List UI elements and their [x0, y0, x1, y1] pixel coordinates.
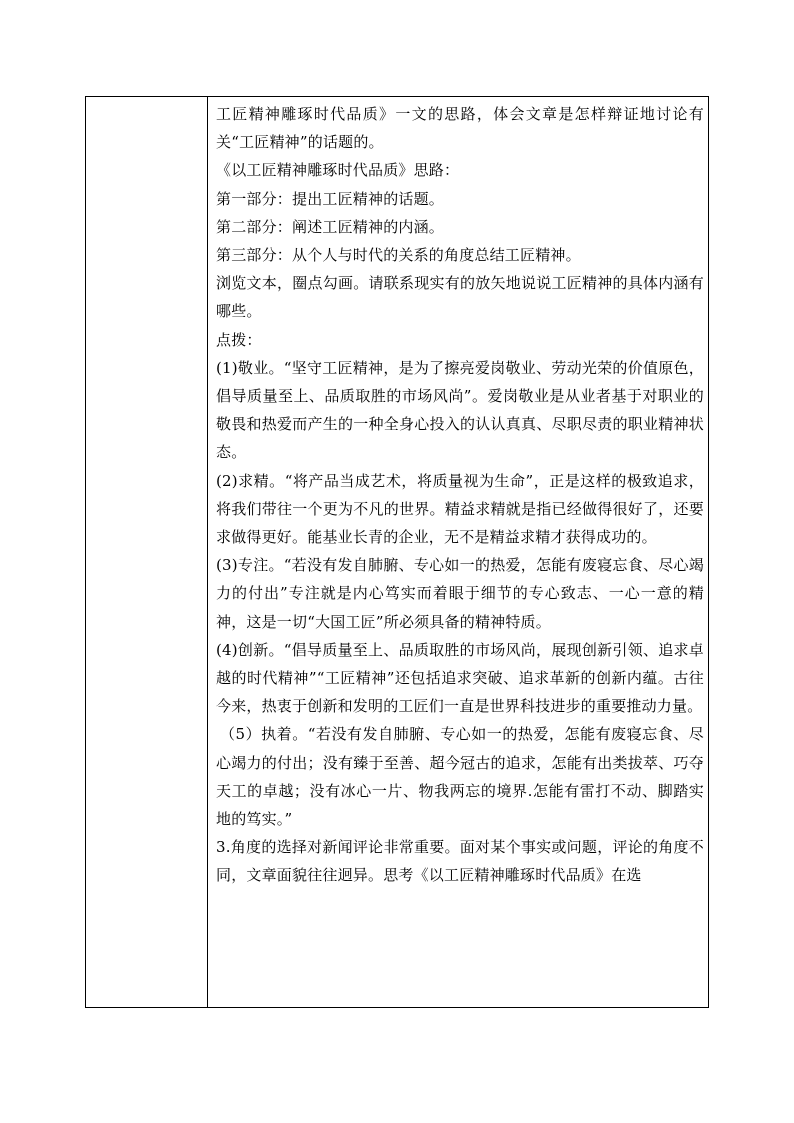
text-paragraph: 3.角度的选择对新闻评论非常重要。面对某个事实或问题，评论的角度不同，文章面貌往往迥异。思考《以工匠精神雕琢时代品质》在选: [216, 838, 704, 885]
text-paragraph: (4)创新。“倡导质量至上、品质取胜的市场风尚，展现创新引领、追求卓越的时代精神”“工匠精神”还包括追求突破、追求革新的创新内蕴。古往今来，热衷于创新和发明的工匠们一直是世界科技进步的重要推动力量。: [216, 640, 704, 716]
table-row: [86, 97, 709, 1008]
text-paragraph: 《以工匠精神雕琢时代品质》思路：: [216, 161, 460, 180]
left-column-cell: [86, 97, 208, 1008]
content-cell: [208, 97, 709, 1008]
text-paragraph: 点拨：: [216, 330, 262, 349]
text-paragraph: 第一部分：提出工匠精神的话题。: [216, 189, 445, 208]
text-paragraph: 工匠精神雕琢时代品质》一文的思路，体会文章是怎样辩证地讨论有关“工匠精神”的话题的。: [216, 105, 704, 152]
text-paragraph: 第三部分：从个人与时代的关系的角度总结工匠精神。: [216, 246, 581, 265]
text-paragraph: 第二部分：阐述工匠精神的内涵。: [216, 217, 445, 236]
text-paragraph: 浏览文本，圈点勾画。请联系现实有的放矢地说说工匠精神的具体内涵有哪些。: [216, 274, 704, 321]
text-paragraph: (2)求精。“将产品当成艺术，将质量视为生命”，正是这样的极致追求，将我们带往一个更为不凡的世界。精益求精就是指已经做得很好了，还要求做得更好。能基业长青的企业，无不是精益求精才获得成功的。: [216, 471, 704, 547]
text-paragraph: (1)敬业。“坚守工匠精神，是为了擦亮爱岗敬业、劳动光荣的价值原色，倡导质量至上、品质取胜的市场风尚”。爱岗敬业是从业者基于对职业的敬畏和热爱而产生的一种全身心投入的认认真真、尽职尽责的职业精神状态。: [216, 358, 704, 462]
text-paragraph: (3)专注。“若没有发自肺腑、专心如一的热爱，怎能有废寝忘食、尽心竭力的付出”专注就是内心笃实而着眼于细节的专心致志、一心一意的精神，这是一切“大国工匠”所必须具备的精神特质。: [216, 556, 704, 631]
text-paragraph: （5）执着。“若没有发自肺腑、专心如一的热爱，怎能有废寝忘食、尽心竭力的付出；没有臻于至善、超今冠古的追求，怎能有出类拔萃、巧夺天工的卓越；没有冰心一片、物我两忘的境界.怎能有雷打不动、脚踏实地的笃实。”: [216, 725, 704, 829]
document-table: [85, 96, 709, 1008]
